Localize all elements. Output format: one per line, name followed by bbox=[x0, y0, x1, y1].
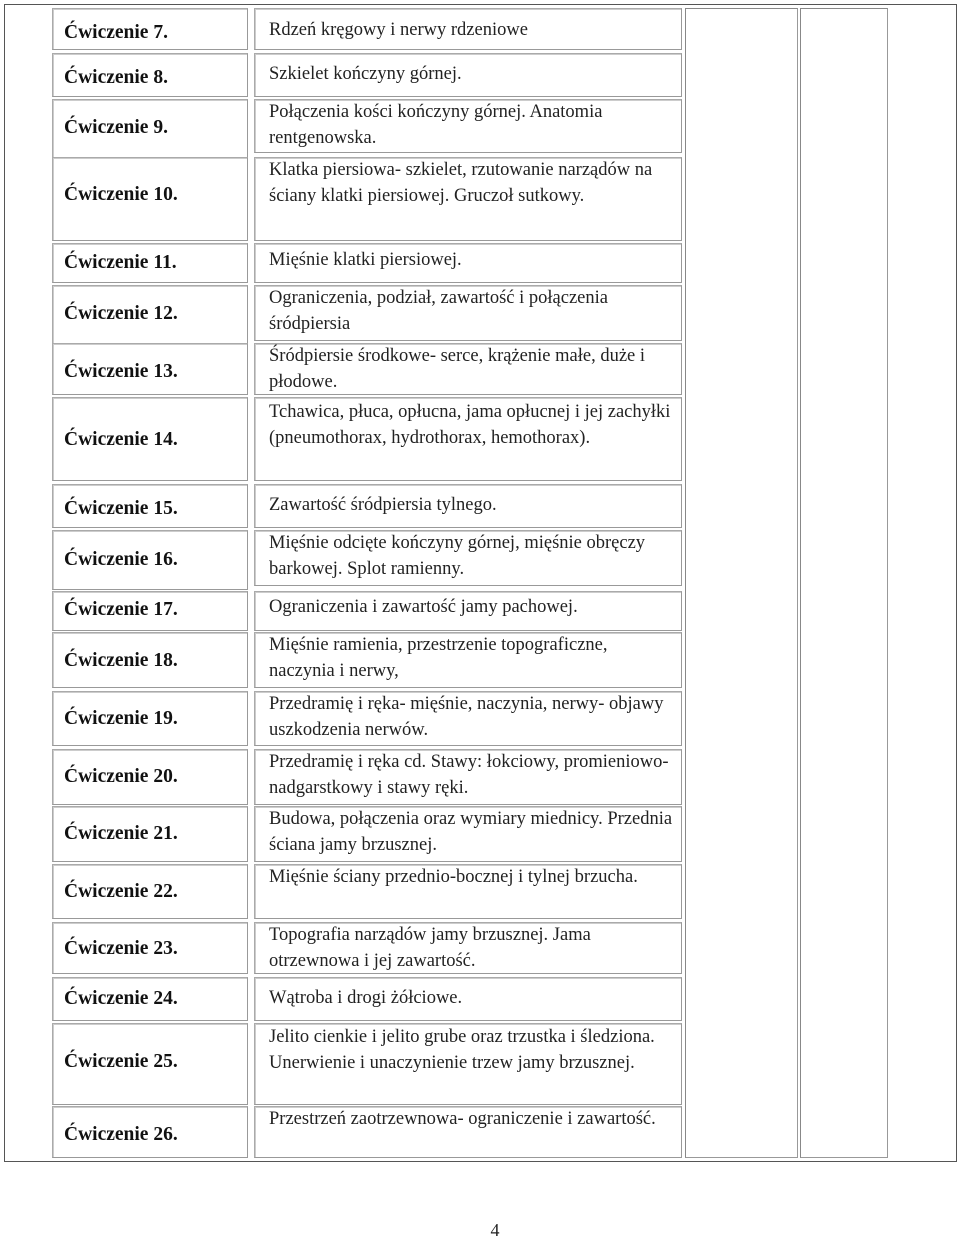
exercise-topic: Szkielet kończyny górnej. bbox=[269, 64, 462, 84]
exercise-number-cell bbox=[52, 243, 248, 283]
exercise-topic: Zawartość śródpiersia tylnego. bbox=[269, 495, 497, 515]
exercise-number: Ćwiczenie 23. bbox=[64, 938, 178, 959]
exercise-topic: Mięśnie odcięte kończyny górnej, mięśnie obręczy barkowej. Splot ramienny. bbox=[269, 533, 646, 579]
exercise-topic-cell bbox=[254, 806, 682, 862]
exercise-number-cell bbox=[52, 343, 248, 395]
exercise-topic: Jelito cienkie i jelito grube oraz trzustka i śledziona. Unerwienie i unaczynienie trzew jamy brzusznej. bbox=[269, 1027, 655, 1073]
exercise-number-cell bbox=[52, 1106, 248, 1158]
exercise-topic: Mięśnie ramienia, przestrzenie topograficzne, naczynia i nerwy, bbox=[269, 635, 608, 681]
exercise-topic: Połączenia kości kończyny górnej. Anatomia rentgenowska. bbox=[269, 102, 603, 148]
exercise-topic-cell bbox=[254, 1106, 682, 1158]
exercise-number: Ćwiczenie 10. bbox=[64, 184, 178, 205]
exercise-topic-cell bbox=[254, 157, 682, 241]
exercise-topic-cell bbox=[254, 343, 682, 395]
exercise-number-cell bbox=[52, 691, 248, 746]
exercise-number-cell bbox=[52, 8, 248, 50]
exercise-topic: Ograniczenia, podział, zawartość i połączenia śródpiersia bbox=[269, 288, 608, 334]
exercise-number: Ćwiczenie 25. bbox=[64, 1051, 178, 1072]
exercise-topic-cell bbox=[254, 749, 682, 805]
exercise-number: Ćwiczenie 7. bbox=[64, 22, 168, 43]
exercise-topic: Mięśnie klatki piersiowej. bbox=[269, 250, 462, 270]
exercise-topic-cell bbox=[254, 1023, 682, 1105]
exercise-number: Ćwiczenie 20. bbox=[64, 766, 178, 787]
exercise-number-cell bbox=[52, 591, 248, 631]
exercise-topic-cell bbox=[254, 99, 682, 153]
exercise-number-cell bbox=[52, 99, 248, 161]
exercise-topic-cell bbox=[254, 484, 682, 528]
exercise-number-cell bbox=[52, 977, 248, 1021]
exercise-number-cell bbox=[52, 632, 248, 688]
exercise-topic: Śródpiersie środkowe- serce, krążenie małe, duże i płodowe. bbox=[269, 346, 646, 392]
exercise-number: Ćwiczenie 26. bbox=[64, 1124, 178, 1145]
exercise-number: Ćwiczenie 17. bbox=[64, 599, 178, 620]
exercise-topic: Wątroba i drogi żółciowe. bbox=[269, 988, 463, 1008]
exercise-topic-cell bbox=[254, 243, 682, 283]
exercise-topic-cell bbox=[254, 8, 682, 50]
exercise-number-cell bbox=[52, 530, 248, 590]
exercise-number-cell bbox=[52, 864, 248, 919]
exercise-topic: Przedramię i ręka cd. Stawy: łokciowy, promieniowo-nadgarstkowy i stawy ręki. bbox=[269, 752, 669, 798]
exercise-topic-cell bbox=[254, 530, 682, 586]
exercise-topic-cell bbox=[254, 864, 682, 919]
exercise-topic: Ograniczenia i zawartość jamy pachowej. bbox=[269, 597, 578, 617]
exercise-topic: Tchawica, płuca, opłucna, jama opłucnej i jej zachyłki (pneumothorax, hydrothorax, hemothorax). bbox=[269, 402, 671, 448]
exercise-number: Ćwiczenie 14. bbox=[64, 429, 178, 450]
exercise-topic: Mięśnie ściany przednio-bocznej i tylnej brzucha. bbox=[269, 867, 638, 887]
page-number: 4 bbox=[490, 1220, 500, 1240]
exercise-number: Ćwiczenie 22. bbox=[64, 881, 178, 902]
exercise-number-cell bbox=[52, 806, 248, 862]
exercise-number: Ćwiczenie 11. bbox=[64, 252, 177, 273]
exercise-topic: Przedramię i ręka- mięśnie, naczynia, nerwy- objawy uszkodzenia nerwów. bbox=[269, 694, 664, 740]
exercise-number-cell bbox=[52, 157, 248, 241]
exercise-topic: Klatka piersiowa- szkielet, rzutowanie narządów na ściany klatki piersiowej. Gruczoł sutkowy. bbox=[269, 160, 653, 206]
exercise-topic-cell bbox=[254, 691, 682, 746]
exercise-number-cell bbox=[52, 484, 248, 528]
exercise-number: Ćwiczenie 21. bbox=[64, 823, 178, 844]
exercise-number-cell bbox=[52, 397, 248, 481]
exercise-topic: Przestrzeń zaotrzewnowa- ograniczenie i zawartość. bbox=[269, 1109, 656, 1129]
exercise-number: Ćwiczenie 8. bbox=[64, 67, 168, 88]
exercise-topic: Rdzeń kręgowy i nerwy rdzeniowe bbox=[269, 20, 528, 40]
empty-column-2 bbox=[800, 8, 888, 1158]
exercise-number: Ćwiczenie 9. bbox=[64, 117, 168, 138]
exercise-topic: Budowa, połączenia oraz wymiary miednicy. Przednia ściana jamy brzusznej. bbox=[269, 809, 673, 855]
exercise-topic-cell bbox=[254, 977, 682, 1021]
exercise-number-cell bbox=[52, 749, 248, 805]
exercise-number-cell bbox=[52, 53, 248, 97]
exercise-topic-cell bbox=[254, 632, 682, 688]
exercise-topic: Topografia narządów jamy brzusznej. Jama otrzewnowa i jej zawartość. bbox=[269, 925, 591, 971]
exercise-number: Ćwiczenie 18. bbox=[64, 650, 178, 671]
exercise-number-cell bbox=[52, 1023, 248, 1105]
exercise-number: Ćwiczenie 19. bbox=[64, 708, 178, 729]
exercise-topic-cell bbox=[254, 591, 682, 631]
exercise-number: Ćwiczenie 24. bbox=[64, 988, 178, 1009]
empty-column-1 bbox=[685, 8, 798, 1158]
exercise-number-cell bbox=[52, 922, 248, 974]
exercise-topic-cell bbox=[254, 285, 682, 341]
exercise-number: Ćwiczenie 15. bbox=[64, 498, 178, 519]
exercise-topic-cell bbox=[254, 397, 682, 481]
exercise-number: Ćwiczenie 12. bbox=[64, 303, 178, 324]
exercise-number: Ćwiczenie 16. bbox=[64, 549, 178, 570]
exercise-number-cell bbox=[52, 285, 248, 345]
exercise-topic-cell bbox=[254, 53, 682, 97]
exercise-number: Ćwiczenie 13. bbox=[64, 361, 178, 382]
exercise-topic-cell bbox=[254, 922, 682, 974]
schedule-table bbox=[4, 4, 957, 1162]
